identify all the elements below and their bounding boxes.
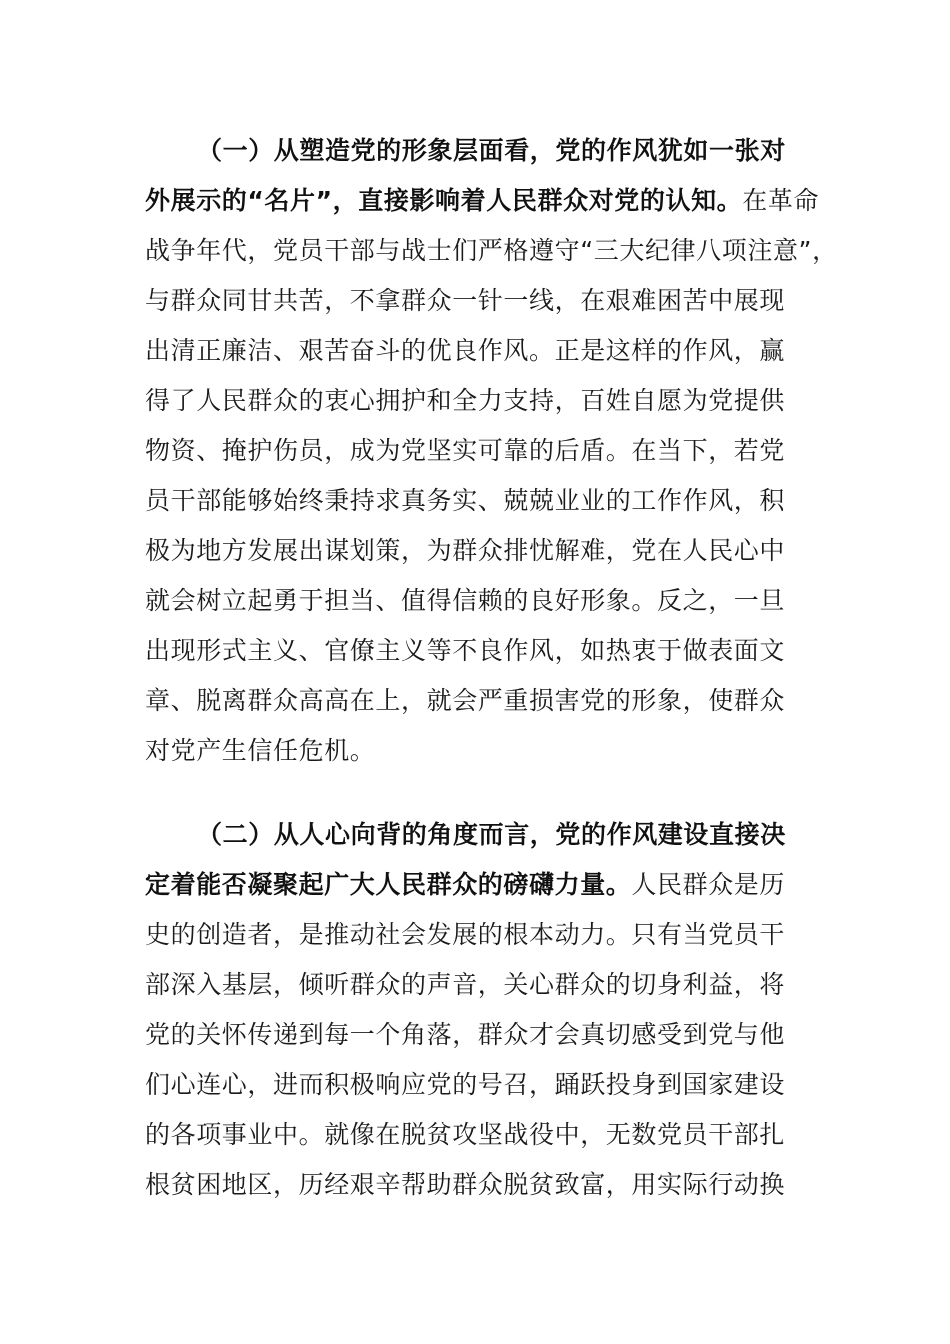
paragraph-line xyxy=(145,376,785,426)
bold-heading-text: 外展示的“名片”，直接影响着人民群众对党的认知。 xyxy=(145,186,743,215)
body-text: 极为地方发展出谋划策，为群众排忧解难，党在人民心中 xyxy=(145,536,786,565)
body-text: 对党产生信任危机。 xyxy=(145,736,376,765)
bold-heading-text: 定着能否凝聚起广大人民群众的磅礴力量。 xyxy=(145,870,632,899)
body-text: 就会树立起勇于担当、值得信赖的良好形象。反之，一旦 xyxy=(145,586,786,615)
bold-heading-text: （一）从塑造党的形象层面看，党的作风犹如一张对 xyxy=(197,136,786,165)
body-text: 章、脱离群众高高在上，就会严重损害党的形象，使群众 xyxy=(145,686,786,715)
body-text: 人民群众是历 xyxy=(631,870,786,899)
paragraph-line xyxy=(145,1010,785,1060)
body-text: 的各项事业中。就像在脱贫攻坚战役中，无数党员干部扎 xyxy=(145,1120,786,1149)
paragraph-line xyxy=(145,576,785,626)
paragraph-line xyxy=(145,226,838,276)
paragraph-line xyxy=(145,326,785,376)
paragraph-line xyxy=(145,676,785,726)
body-text: 在革命 xyxy=(742,186,820,215)
paragraph-line xyxy=(197,126,786,176)
body-text: 史的创造者，是推动社会发展的根本动力。只有当党员干 xyxy=(145,920,786,949)
body-text: 出清正廉洁、艰苦奋斗的优良作风。正是这样的作风，赢 xyxy=(145,336,786,365)
bold-heading-text: （二）从人心向背的角度而言，党的作风建设直接决 xyxy=(197,820,786,849)
body-text: 与群众同甘共苦，不拿群众一针一线，在艰难困苦中展现 xyxy=(145,286,786,315)
body-text: 根贫困地区，历经艰辛帮助群众脱贫致富，用实际行动换 xyxy=(145,1170,786,1199)
paragraph-line xyxy=(145,1160,785,1210)
paragraph-line xyxy=(145,526,785,576)
paragraph-line xyxy=(145,276,785,326)
paragraph-line xyxy=(145,426,785,476)
paragraph-line xyxy=(145,960,785,1010)
paragraph-line xyxy=(145,726,375,776)
paragraph-line xyxy=(145,176,819,226)
paragraph-line xyxy=(145,1060,785,1110)
paragraph-line xyxy=(197,810,786,860)
body-text: 员干部能够始终秉持求真务实、兢兢业业的工作作风，积 xyxy=(145,486,786,515)
paragraph-line xyxy=(145,476,785,526)
paragraph-line xyxy=(145,910,785,960)
paragraph-line xyxy=(145,860,785,910)
body-text: 出现形式主义、官僚主义等不良作风，如热衷于做表面文 xyxy=(145,636,786,665)
body-text: 得了人民群众的衷心拥护和全力支持，百姓自愿为党提供 xyxy=(145,386,786,415)
paragraph-line xyxy=(145,1110,785,1160)
body-text: 战争年代，党员干部与战士们严格遵守“三大纪律八项注意”， xyxy=(145,236,838,265)
body-text: 党的关怀传递到每一个角落，群众才会真切感受到党与他 xyxy=(145,1020,786,1049)
paragraph-line xyxy=(145,626,785,676)
body-text: 们心连心，进而积极响应党的号召，踊跃投身到国家建设 xyxy=(145,1070,786,1099)
body-text: 部深入基层，倾听群众的声音，关心群众的切身利益，将 xyxy=(145,970,786,999)
body-text: 物资、掩护伤员，成为党坚实可靠的后盾。在当下，若党 xyxy=(145,436,786,465)
